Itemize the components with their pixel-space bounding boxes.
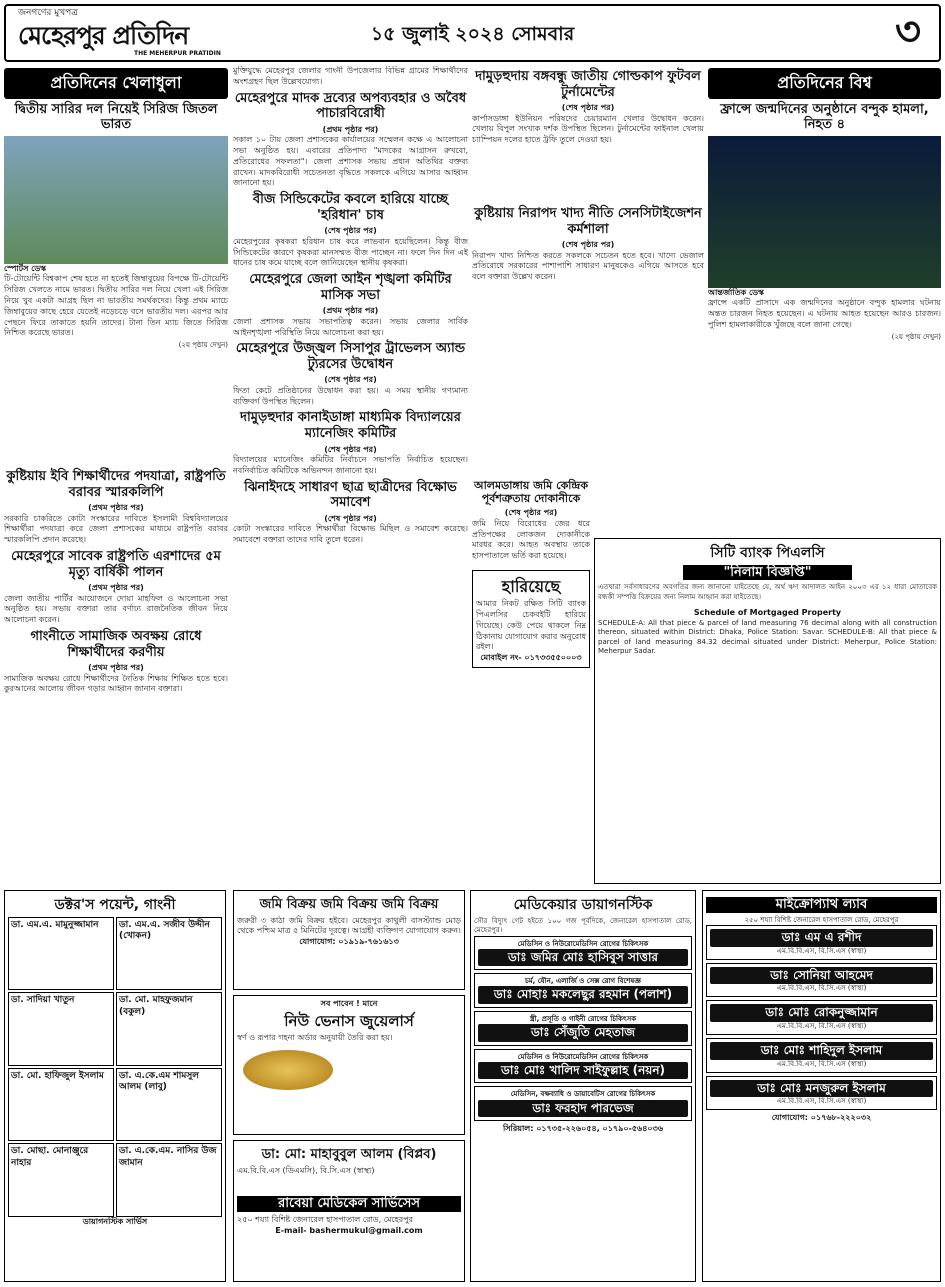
subhead: (প্রথম পৃষ্ঠার পর)	[322, 124, 379, 134]
subhead: (শেষ পৃষ্ঠার পর)	[324, 226, 377, 236]
sports-banner: প্রতিদিনের খেলাধুলা	[4, 68, 228, 99]
doctor-cell: ডা. এ.কে.এম শামসুল আলম (লাবু)	[116, 1068, 222, 1142]
lost-text: আমার নিকট রক্ষিত সিটি ব্যাংক পিএলসির চেকবইটি হারিয়ে গিয়েছে। কেউ পেয়ে থাকলে নিম্ন ঠিকানায় যোগাযোগ করার অনুরোধ রইল।	[476, 599, 586, 652]
article-text: সরকারি চাকরিতে কোটা সংস্কারের দাবিতে ইসলামী বিশ্ববিদ্যালয়ের শিক্ষার্থীরা পদযাত্রা করে জেলা প্রশাসকের মাধ্যমে রাষ্ট্রপতি বরাবর স্মারকলিপি প্রদান করেছে।	[4, 513, 228, 545]
article-text: সামাজিক অবক্ষয় রোধে শিক্ষার্থীদের নৈতিক শিক্ষায় শিক্ষিত হতে হবে। কুরআনের আলোয় জীবন গড়ার আহ্বান জানান বক্তারা।	[4, 673, 228, 694]
diag-doctor: মেডিসিন, বক্ষব্যাধি ও ডায়াবেটিস রোগের চিকিৎসক ডাঃ ফরহাদ পারভেজ	[474, 1086, 692, 1121]
jewellers-ad	[233, 995, 465, 1135]
diagnostic-label: ডায়াগনস্টিক সার্ভিস	[82, 1216, 148, 1226]
schedule-text: SCHEDULE-A: All that piece & parcel of land measuring 76 decimal along with all construction thereon, situated within District: Dhaka, Police Station: Savar. SCHEDULE-B: All that piece & parcel of land measuring 84.32 decimal situated under District: Meherpur, Police Station: Meherpur Sadar.	[598, 618, 937, 655]
medical-degree: এম.বি.বি.এস (ডিএমসি), বি.সি.এস (স্বাস্থ্য)	[237, 1165, 375, 1175]
world-photo	[708, 136, 941, 288]
lab-doctor: ডাঃ এম এ রশীদ এম.বি.বি.এস, বি.সি.এস (স্বাস্থ্য)	[706, 925, 937, 960]
doctor-cell: ডা. এম.এ. মামুনুজ্জামান	[8, 917, 114, 991]
sports-text: টি-টোয়েন্টি বিশ্বকাপ শেষ হতে না হতেই জিম্বাবুয়ের বিপক্ষে টি-টোয়েন্টি সিরিজ খেলতে নামে ভারত। দ্বিতীয় সারির দল নিয়ে খেলা এই সিরিজ নিয়ে খুব একটা আগ্রহ ছিল না ভারতীয় সমর্থকদের। কিন্তু প্রথম ম্যাচে জিম্বাবুয়ের কাছে হেরে যেতেই নড়েচড়ে বসে ভারতীয় দল। এরপর আর পেছনে ফিরে তাকাতে হয়নি তাদের। টানা তিন ম্যাচ জিতে সিরিজ নিশ্চিত করেছে ভারত।	[4, 274, 228, 338]
headline-school: দামুড়হুদার কানাইডাঙ্গা মাধ্যমিক বিদ্যালয়ের ম্যানেজিং কমিটির	[240, 410, 461, 442]
lab-doctor: ডাঃ মোঃ রোকনুজ্জামান এম.বি.বি.এস, বি.সি.এস (স্বাস্থ্য)	[706, 1000, 937, 1035]
article-text: জেলা প্রশাসক সভায় সভাপতিত্ব করেন। সভায় জেলার সার্বিক আইনশৃঙ্খলা পরিস্থিতি নিয়ে আলোচনা করা হয়।	[233, 316, 468, 337]
medicare-ad	[470, 890, 696, 1282]
lab-doctor: ডাঃ মোঃ শাহিদুল ইসলাম এম.বি.বি.এস, বি.সি.এস (স্বাস্থ্য)	[706, 1038, 937, 1073]
subhead: (শেষ পৃষ্ঠার পর)	[324, 513, 377, 523]
medical-email: E-mail- bashermukul@gmail.com	[275, 1225, 423, 1235]
subhead: (প্রথম পৃষ্ঠার পর)	[322, 306, 379, 316]
doctor-cell: ডা. এম.এ. সজীব উদ্দীন (খোকন)	[116, 917, 222, 991]
diag-phone: সিরিয়াল: ০১৭৩৫-২২৬০৫৪, ০১৭৯০-৫৬৪০৩৬	[502, 1124, 664, 1134]
lab-sub: ২৫০ শয্যা বিশিষ্ট জেনারেল হাসপাতাল রোড, মেহেরপুর	[744, 915, 899, 924]
doctor-cell: ডা. মো. মাহফুজমান (বকুল)	[116, 992, 222, 1066]
column-2	[233, 66, 468, 886]
land-phone: যোগাযোগ: ০১৯১৯-৭৬১৬১৩	[299, 937, 399, 947]
article-text: নিরাপদ খাদ্য নিশ্চিত করতে সকলকে সচেতন হতে হবে। খাদ্যে ভেজাল প্রতিরোধে সরকারের পাশাপাশি সাধারণ মানুষকেও এগিয়ে আসতে হবে বলে বক্তারা উল্লেখ করেন।	[472, 250, 704, 282]
lab-doctor: ডাঃ সোনিয়া আহমেদ এম.বি.বি.এস, বি.সি.এস (স্বাস্থ্য)	[706, 963, 937, 998]
article-text: জমি নিয়ে বিরোধের জের ধরে প্রতিপক্ষের লোকজন দোকানীকে মারধর করে। আহত অবস্থায় তাকে হাসপাতালে ভর্তি করা হয়েছে।	[472, 518, 590, 561]
land-title: জমি বিক্রয় জমি বিক্রয় জমি বিক্রয়	[259, 897, 439, 912]
bank-name: সিটি ব্যাংক পিএলসি	[710, 545, 825, 561]
diag-title: মেডিকেয়ার ডায়াগনস্টিক	[513, 897, 653, 913]
diag-doctor: মেডিসিন ও নিউরোমেডিসিন রোগের চিকিৎসক ডাঃ জমির মোঃ হাসিবুস সাত্তার	[474, 936, 692, 971]
medical-name: রাবেয়া মেডিকেল সার্ভিসেস	[237, 1196, 461, 1212]
subhead: (শেষ পৃষ্ঠার পর)	[324, 444, 377, 454]
lab-list	[706, 925, 937, 1110]
land-text: জরুরী ৩ কাঠা জমি বিক্রয় হইবে। মেহেরপুর কাথুলী বাসস্ট্যান্ড মোড় থেকে পশ্চিম মাত্র ৫ মিনিটের দূরত্বে। আগ্রহী ব্যক্তিগণ যোগাযোগ করুন।	[237, 915, 461, 936]
headline-alamdanga: আলমডাঙ্গায় জমি কেন্দ্রিক পূর্বশত্রুতায় দোকানীকে	[473, 479, 589, 506]
sports-desk: স্পোর্টস ডেস্ক	[4, 263, 47, 273]
article-text: কোটা সংস্কারের দাবিতে শিক্ষার্থীরা বিক্ষোভ মিছিল ও সমাবেশ করেছে। সমাবেশে বক্তারা তাদের দাবি তুলে ধরেন।	[233, 524, 468, 545]
page-number: ৩	[894, 9, 921, 55]
subhead: (প্রথম পৃষ্ঠার পর)	[88, 503, 144, 513]
headline-ib: কুষ্টিয়ায় ইবি শিক্ষার্থীদের পদযাত্রা, রাষ্ট্রপতি বরাবর স্মারকলিপি	[6, 469, 226, 500]
article-text: মেহেরপুরের কৃষকরা হরিধান চাষ করে লাভবান হয়েছিলেন। কিন্তু বীজ সিন্ডিকেটের কারণে কৃষকরা মানসম্মত বীজ পাচ্ছেন না। ফলে দিন দিন এই ধানের চাষ কমে যাচ্ছে বলে জানিয়েছেন স্থানীয় কৃষকরা।	[233, 236, 468, 268]
diag-doctor: স্ত্রী, প্রসূতি ও গাইনী রোগের চিকিৎসক ডাঃ সেঁজুতি মেহতাজ	[474, 1011, 692, 1046]
article-text: বিদ্যালয়ের ম্যানেজিং কমিটির নির্বাচনে সভাপতি নির্বাচিত হয়েছেন। নবনির্বাচিত কমিটিকে অভিনন্দন জানানো হয়।	[233, 455, 468, 475]
doctors-point-ad	[4, 890, 226, 1282]
diag-sub: সৌর বিদ্যুৎ গেট হইতে ১০০ গজ পূর্বদিকে, জেনারেল হাসপাতাল রোড, মেহেরপুর।	[474, 916, 692, 935]
diag-doctor: মেডিসিন ও নিউরোমেডিসিন রোগের চিকিৎসক ডাঃ মোঃ খালিদ সাইফুল্লাহ (নয়ন)	[474, 1049, 692, 1084]
world-headline: ফ্রান্সে জন্মদিনের অনুষ্ঠানে বন্দুক হামলা, নিহত ৪	[720, 101, 929, 133]
headline-drug: মেহেরপুরে মাদক দ্রব্যের অপব্যবহার ও অবৈধ পাচারবিরোধী	[234, 90, 467, 122]
mid-left-column	[4, 466, 228, 886]
subhead: (শেষ পৃষ্ঠার পর)	[324, 375, 377, 385]
article-text: কার্পাসডাঙ্গা ইউনিয়ন পরিষদের চেয়ারম্যান খেলার উদ্বোধন করেন। খেলায় বিপুল সংখ্যক দর্শক উপস্থিত ছিলেন। টুর্নামেন্টের ফাইনাল খেলায় চ্যাম্পিয়ন দলের হাতে ট্রফি তুলে দেওয়া হয়।	[472, 113, 704, 145]
world-cont: (২য় পৃষ্ঠায় দেখুন)	[891, 332, 941, 341]
subhead: (শেষ পৃষ্ঠার পর)	[561, 103, 615, 113]
subhead: (শেষ পৃষ্ঠার পর)	[504, 508, 558, 518]
land-ad	[233, 890, 465, 990]
sports-photo	[4, 136, 228, 264]
headline-travels: মেহেরপুরে উজ্জ্বল সিসাপুর ট্রাভেলস অ্যান্ড ট্যুরসের উদ্বোধন	[235, 341, 466, 372]
lab-title: মাইক্রোপ্যাথ ল্যাব	[706, 897, 937, 913]
medical-services-ad	[233, 1140, 465, 1282]
medical-doctor: ডা: মো: মাহাবুবুল আলম (বিপ্লব)	[261, 1147, 437, 1162]
doctors-grid	[8, 917, 222, 1217]
headline-gangni: গাংনীতে সামাজিক অবক্ষয় রোধে শিক্ষার্থীদের করণীয়	[30, 628, 202, 660]
subhead: (প্রথম পৃষ্ঠার পর)	[88, 583, 144, 593]
jewel-top: সব পাবেন ! মানে	[320, 999, 378, 1008]
doctor-cell: ডা. মোছা. মোনাঞ্জুরে নাহার	[8, 1143, 114, 1217]
headline-football: দামুড়হুদায় বঙ্গবন্ধু জাতীয় গোল্ডকাপ ফুটবল টুর্নামেন্টের	[475, 69, 701, 100]
article-text: জেলা জাতীয় পার্টির আয়োজনে দোয়া মাহফিল ও আলোচনা সভা অনুষ্ঠিত হয়। সভায় বক্তারা তার বর্ণাঢ্য রাজনৈতিক জীবন নিয়ে আলোচনা করেন।	[4, 593, 228, 625]
newspaper-logo: মেহেরপুর প্রতিদিন	[18, 21, 189, 50]
world-text: ফ্রান্সে একটি প্রাসাদে এক জন্মদিনের অনুষ্ঠানে বন্দুক হামলার ঘটনায় অন্তত চারজন নিহত হয়েছেন। এ ঘটনায় আহত হয়েছেন আরও চারজন। পুলিশ হামলাকারীকে খুঁজছে বলে জানা গেছে।	[708, 298, 941, 329]
world-desk: আন্তর্জাতিক ডেস্ক	[708, 287, 764, 297]
diag-list	[474, 936, 692, 1121]
column-3	[472, 66, 704, 471]
headline-ershad: মেহেরপুরে সাবেক রাষ্ট্রপতি এরশাদের ৫ম মৃত্যু বার্ষিকী পালন	[11, 548, 221, 580]
auction-text: এতদ্বারা সর্বসাধারণের অবগতির জন্য জানানো যাইতেছে যে, অর্থ ঋণ আদালত আইন ২০০৩ এর ১২ ধারা মোতাবেক বন্ধকী সম্পত্তি বিক্রয়ের জন্য নিলাম আহ্বান করা যাইতেছে।	[598, 583, 937, 601]
lost-title: হারিয়েছে	[501, 576, 561, 596]
micropath-ad	[702, 890, 941, 1282]
diag-doctor: চর্ম, যৌন, এলার্জি ও সেক্স রোগ বিশেষজ্ঞ ডাঃ মোহাঃ মকলেছুর রহমান (পলাশ)	[474, 973, 692, 1008]
headline-law: মেহেরপুরে জেলা আইন শৃঙ্খলা কমিটির মাসিক সভা	[249, 272, 452, 303]
schedule-title: Schedule of Mortgaged Property	[693, 608, 842, 618]
auction-notice	[594, 538, 941, 884]
doctor-cell: ডা. মো. হাফিজুল ইসলাম	[8, 1068, 114, 1142]
headline-seed: বীজ সিন্ডিকেটের কবলে হারিয়ে যাচ্ছে 'হরিধান' চাষ	[252, 192, 449, 223]
subhead: (শেষ পৃষ্ঠার পর)	[561, 240, 615, 250]
lab-phone: যোগাযোগ: ০১৭৬৮-২২২০৩২	[771, 1113, 872, 1123]
lost-notice	[472, 570, 590, 668]
lab-doctor: ডাঃ মোঃ মনজুরুল ইসলাম এম.বি.বি.এস, বি.সি.এস (স্বাস্থ্য)	[706, 1076, 937, 1111]
doctors-point-title: ডক্টর'স পয়েন্ট, গাংনী	[54, 897, 176, 913]
doctor-cell: ডা. এ.কে.এম. নাসির উজ জামান	[116, 1143, 222, 1217]
sports-cont: (২য় পৃষ্ঠায় দেখুন)	[178, 341, 228, 350]
world-section	[708, 68, 941, 464]
newspaper-logo-en: THE MEHERPUR PRATIDIN	[134, 50, 221, 57]
article-text: সকাল ১০ টায় জেলা প্রশাসকের কার্যালয়ের সম্মেলন কক্ষে এ আলোচনা সভা অনুষ্ঠিত হয়। এবারের প্রতিপাদ্য "মাদকের আগ্রাসন রুখবো, প্রতিরোধের সফলতা"। জেলা প্রশাসক সভায় প্রধান অতিথির বক্তব্য রাখেন। মাদকবিরোধী সচেতনতা বৃদ্ধিতে সকলকে এগিয়ে আসার আহ্বান জানানো হয়।	[233, 135, 468, 188]
issue-date: ১৫ জুলাই ২০২৪ সোমবার	[370, 23, 575, 45]
world-banner: প্রতিদিনের বিশ্ব	[708, 68, 941, 99]
sports-headline: দ্বিতীয় সারির দল নিয়েই সিরিজ জিতল ভারত	[14, 101, 218, 133]
auction-title: "নিলাম বিজ্ঞপ্তি"	[683, 565, 853, 581]
headline-protest: ঝিনাইদহে সাধারণ ছাত্র ছাত্রীদের বিক্ষোভ সমাবেশ	[244, 479, 457, 511]
intro-text: মুক্তিযুদ্ধে মেহেরপুর জেলার গাংনী উপজেলার বিভিন্ন গ্রামের শিক্ষার্থীদের অংশগ্রহণ ছিল উল্লেখযোগ্য।	[233, 66, 468, 86]
masthead	[4, 4, 941, 62]
sports-section	[4, 68, 228, 460]
doctor-cell: ডা. সাদিয়া খাতুন	[8, 992, 114, 1066]
lost-contact: মোবাইল নং- ০১৭৩৩৫৫০০০৩	[480, 653, 582, 663]
jewel-text: স্বর্ণ ও রূপার গহনা অর্ডার অনুযায়ী তৈরি করা হয়।	[237, 1033, 393, 1043]
tagline: জনগণের মুখপত্র	[18, 8, 78, 18]
article-text: ফিতা কেটে প্রতিষ্ঠানের উদ্বোধন করা হয়। এ সময় স্থানীয় গণ্যমান্য ব্যক্তিবর্গ উপস্থিত ছিলেন।	[233, 385, 468, 406]
subhead: (প্রথম পৃষ্ঠার পর)	[88, 663, 144, 673]
alamdanga-column	[472, 476, 590, 884]
jewel-name: নিউ ভেনাস জুয়েলার্স	[284, 1012, 414, 1031]
headline-food: কুষ্টিয়ায় নিরাপদ খাদ্য নীতি সেনসিটাইজেশন কর্মশালা	[474, 205, 702, 237]
jewelry-image	[243, 1050, 333, 1090]
medical-addr: ২৫০ শয্যা বিশিষ্ট জেনারেল হাসপাতাল রোড, মেহেরপুর	[237, 1214, 414, 1224]
